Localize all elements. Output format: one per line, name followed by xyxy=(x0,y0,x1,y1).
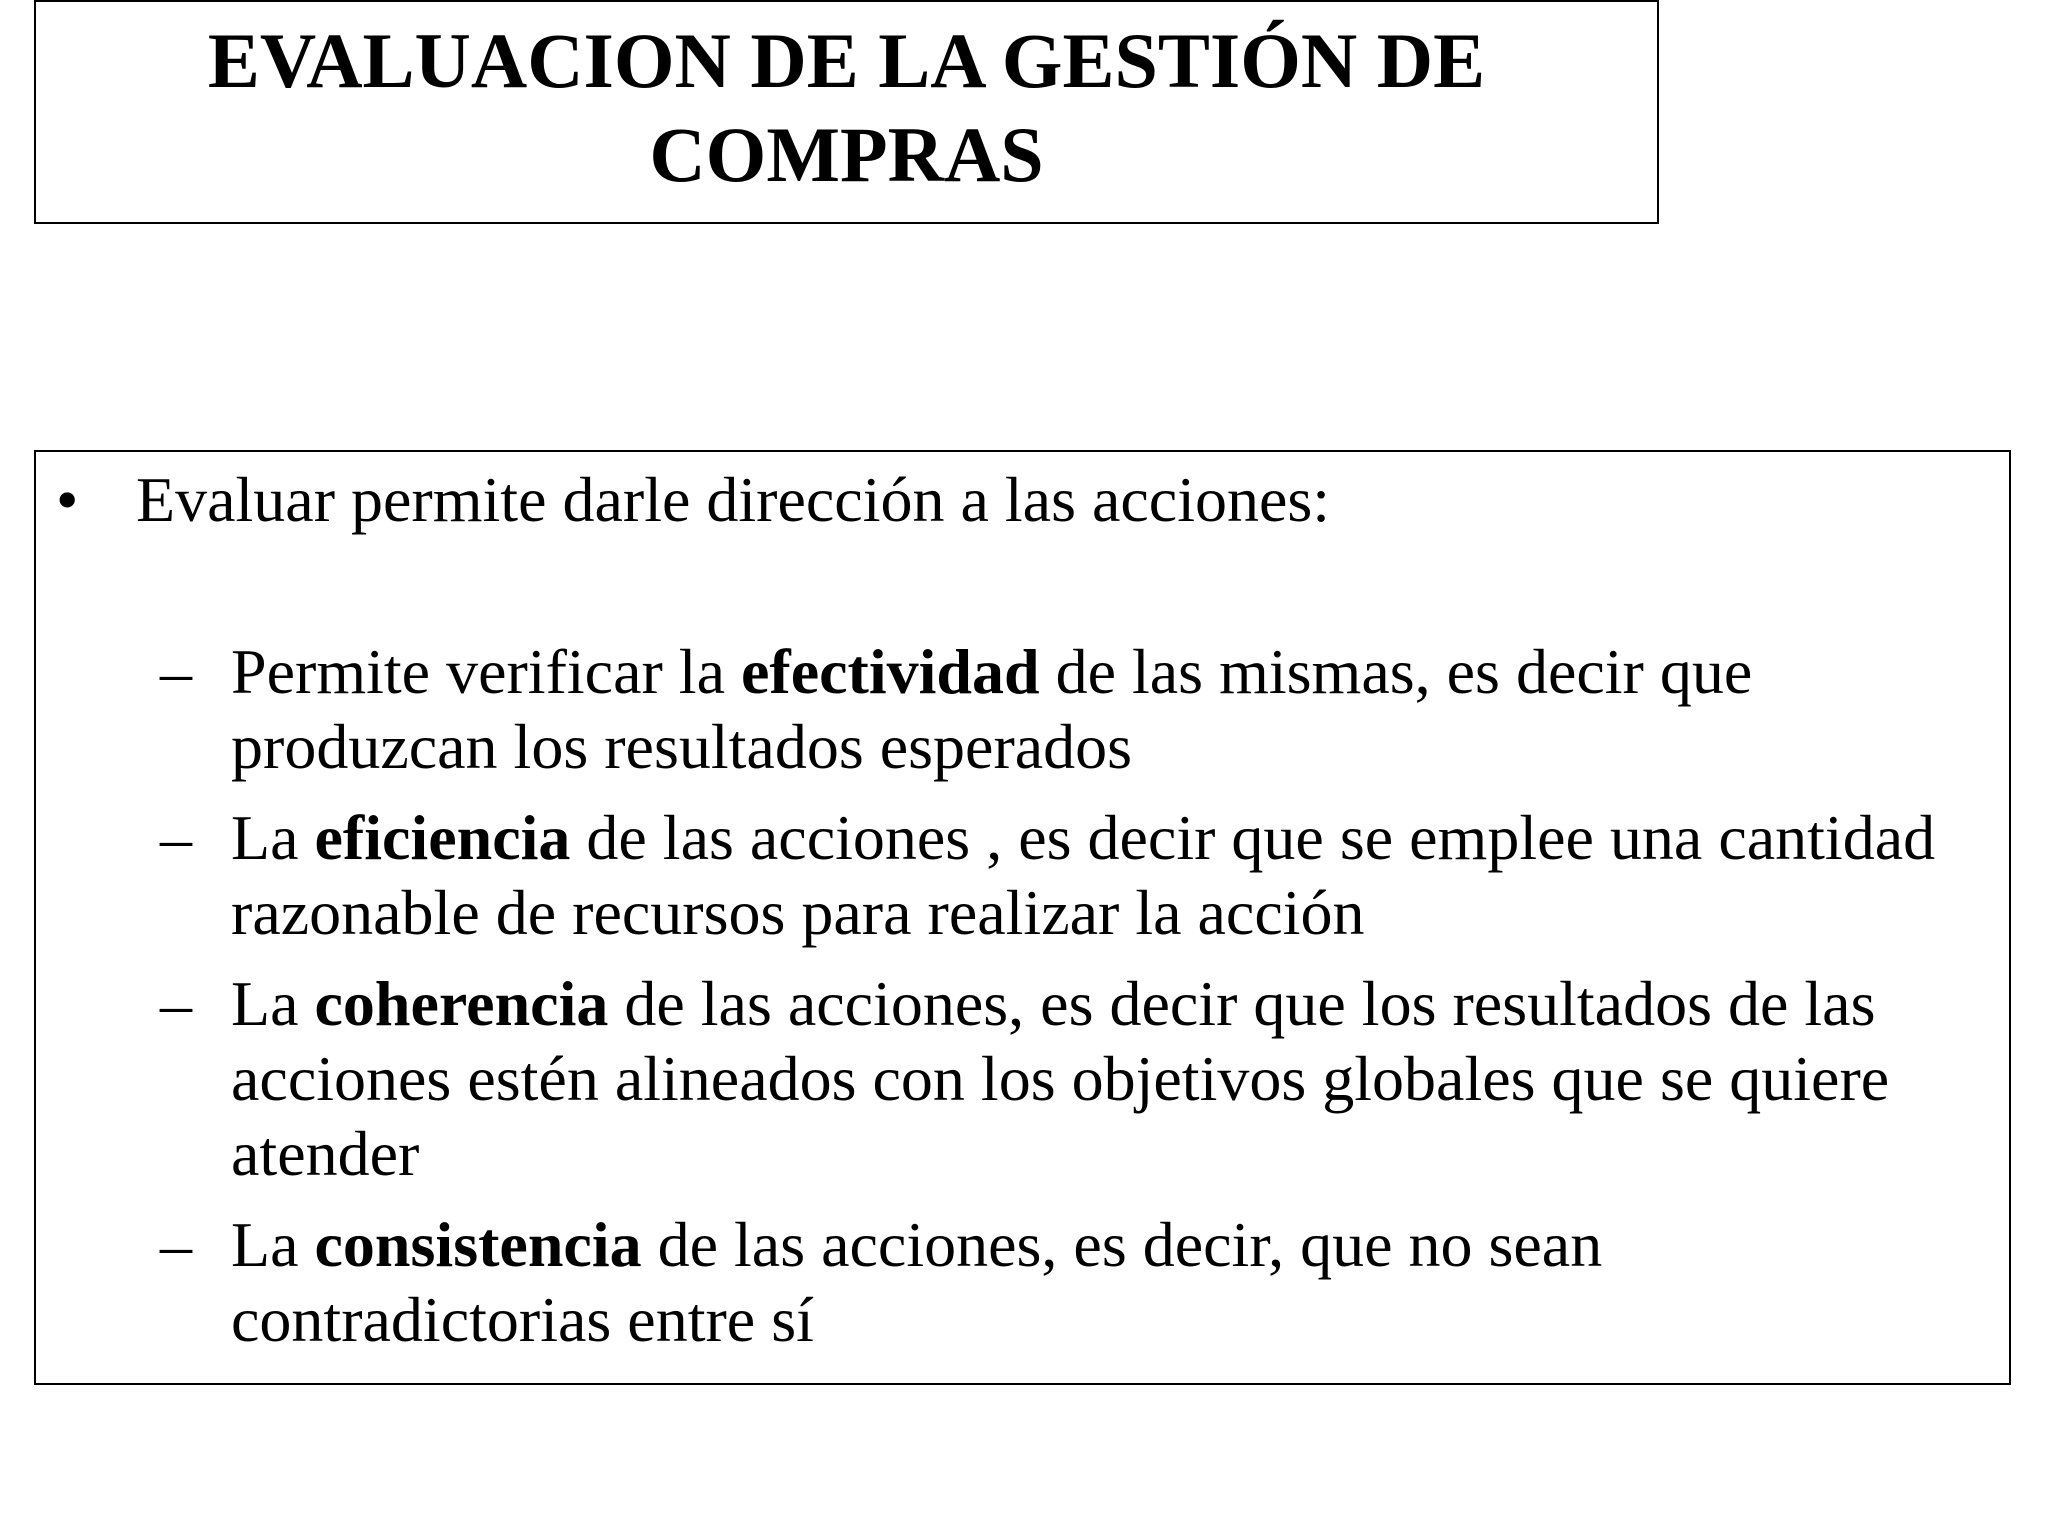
sub-item-text-before: La xyxy=(231,968,315,1039)
sub-item-efectividad xyxy=(36,634,2009,784)
bullet-marker: • xyxy=(56,464,79,535)
sub-item-coherencia xyxy=(36,966,2009,1191)
sub-item-text-after: de las acciones, es decir, que no sean contradictorias entre sí xyxy=(231,1209,1603,1355)
sub-item-text-after: de las acciones , es decir que se emplee una cantidad razonable de recursos para realizar la acción xyxy=(231,802,1936,948)
dash-marker: – xyxy=(160,802,192,873)
sub-bullet-list xyxy=(36,634,2009,1373)
sub-item-keyword: eficiencia xyxy=(314,802,571,873)
title-box xyxy=(34,0,1659,224)
sub-item-text-after: de las mismas, es decir que produzcan los resultados esperados xyxy=(231,636,1753,782)
dash-marker: – xyxy=(160,968,192,1039)
sub-item-text-before: Permite verificar la xyxy=(231,636,741,707)
content-box xyxy=(34,450,2011,1385)
sub-item-keyword: consistencia xyxy=(314,1209,642,1280)
dash-marker: – xyxy=(160,1209,192,1280)
sub-item-text-after: de las acciones, es decir que los resultados de las acciones estén alineados con los objetivos globales que se quiere atender xyxy=(231,968,1890,1189)
lead-text: Evaluar permite darle dirección a las acciones: xyxy=(136,464,1331,535)
sub-item-keyword: efectividad xyxy=(740,636,1040,707)
sub-item-keyword: coherencia xyxy=(314,968,609,1039)
sub-item-consistencia xyxy=(36,1207,2009,1357)
slide-title: EVALUACION DE LA GESTIÓN DE COMPRAS xyxy=(207,17,1486,198)
sub-item-text-before: La xyxy=(231,1209,315,1280)
sub-item-text-before: La xyxy=(231,802,315,873)
dash-marker: – xyxy=(160,636,192,707)
sub-item-eficiencia xyxy=(36,800,2009,950)
